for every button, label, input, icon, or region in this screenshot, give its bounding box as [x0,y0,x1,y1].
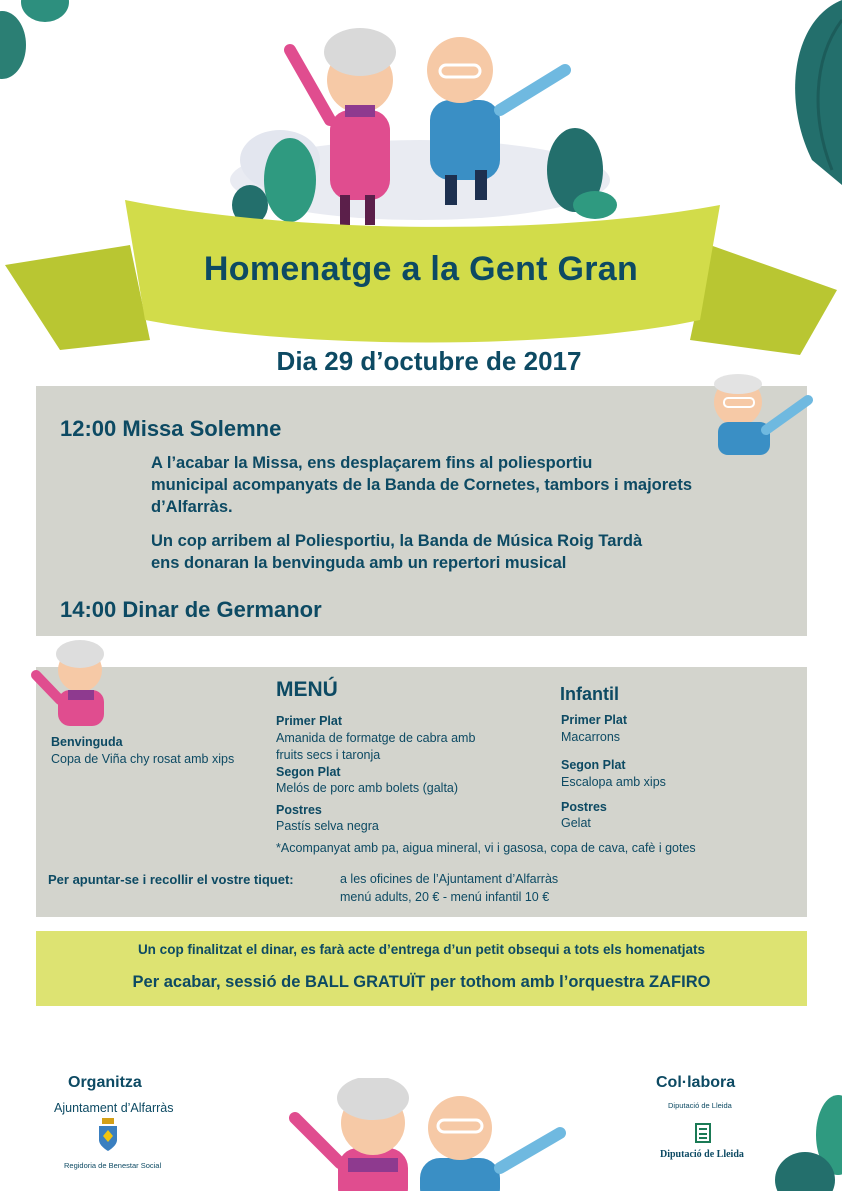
second-course-label: Segon Plat [276,765,341,779]
grandpa-waving-illustration [700,370,815,455]
first-course-label: Primer Plat [276,714,343,728]
welcome-label: Benvinguda [51,735,123,749]
welcome-text: Copa de Viña chy rosat amb xips [51,752,235,766]
kids-dessert-text: Gelat [561,816,591,830]
event-band-desc-2: ens donaran la benvinguda amb un repertori musical [151,554,567,572]
organizer-name: Ajuntament d’Alfarràs [54,1101,174,1115]
leaf-bottom-right-decoration [770,1095,842,1191]
collaborator-heading: Col·labora [656,1074,736,1091]
organizer-heading: Organitza [68,1074,142,1091]
event-lunch-title: 14:00 Dinar de Germanor [60,597,322,622]
event-mass-desc-2: municipal acompanyats de la Banda de Cornetes, tambors i majorets [151,476,692,494]
collaborator-name: Diputació de Lleida [660,1149,744,1160]
collaborator-small-label: Diputació de Lleida [668,1101,732,1110]
event-mass-desc-1: A l’acabar la Missa, ens desplaçarem fins al poliesportiu [151,454,593,472]
event-band-desc-1: Un cop arribem al Poliesportiu, la Banda de Música Roig Tardà [151,532,643,550]
grandparents-footer-illustration [280,1078,580,1191]
closing-line-gift: Un cop finalitzat el dinar, es farà acte d’entrega d’un petit obsequi a tots els homenatjats [137,942,706,957]
ticket-line-2: menú adults, 20 € - menú infantil 10 € [340,890,550,904]
kids-menu-title: Infantil [560,684,619,704]
grandma-waving-illustration [28,640,123,730]
closing-line-dance: Per acabar, sessió de BALL GRATUÏT per tothom amb l’orquestra ZAFIRO [132,973,711,991]
event-mass-title: 12:00 Missa Solemne [60,416,282,441]
leaf-top-left-decoration [0,0,90,90]
event-mass-desc-3: d’Alfarràs. [151,498,233,516]
first-course-text-1: Amanida de formatge de cabra amb [276,731,476,745]
event-date: Dia 29 d’octubre de 2017 [276,346,582,376]
leaf-top-right-decoration [772,0,842,190]
kids-first-course-label: Primer Plat [561,713,628,727]
ticket-line-1: a les oficines de l’Ajuntament d’Alfarràs [340,872,559,886]
town-shield-icon [98,1118,118,1152]
kids-second-course-label: Segon Plat [561,758,626,772]
menu-note: *Acompanyat amb pa, aigua mineral, vi i gasosa, copa de cava, cafè i gotes [276,841,696,855]
kids-first-course-text: Macarrons [561,730,621,744]
page-title: Homenatge a la Gent Gran [203,250,639,288]
ticket-label: Per apuntar-se i recollir el vostre tiquet: [48,872,294,887]
dessert-text: Pastís selva negra [276,819,379,833]
kids-dessert-label: Postres [561,800,607,814]
diputacio-crest-icon [694,1122,712,1144]
dessert-label: Postres [276,803,322,817]
first-course-text-2: fruits secs i taronja [276,748,381,762]
menu-title: MENÚ [276,678,338,701]
second-course-text: Melós de porc amb bolets (galta) [276,781,459,795]
kids-second-course-text: Escalopa amb xips [561,775,666,789]
organizer-department: Regidoria de Benestar Social [64,1161,162,1170]
